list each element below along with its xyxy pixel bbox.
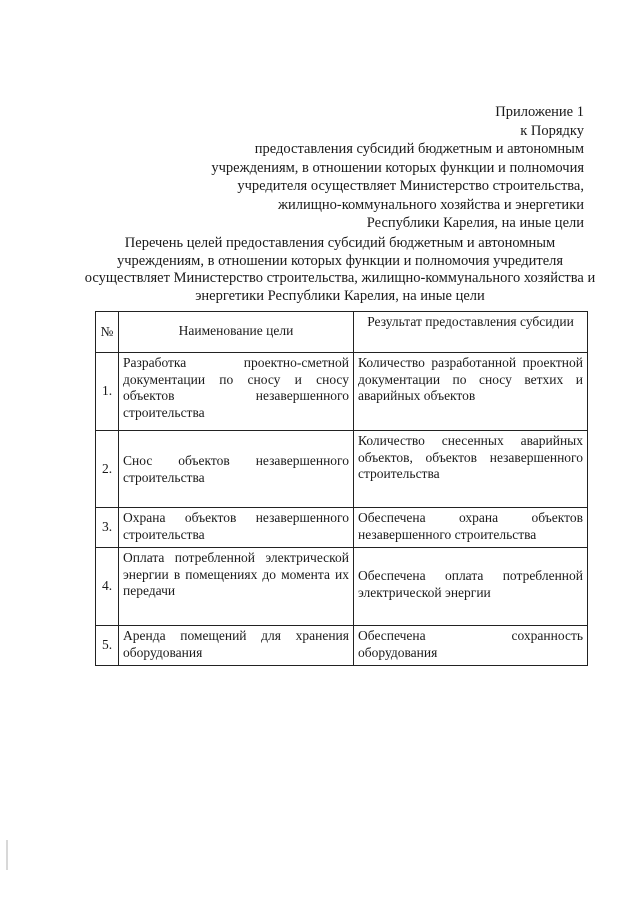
title-line: Перечень целей предоставления субсидий бюджетным и автономным xyxy=(124,235,556,251)
appendix-line: учреждениям, в отношении которых функции и полномочия xyxy=(211,159,584,176)
row-number: 2. xyxy=(96,431,119,508)
appendix-line: Приложение 1 xyxy=(495,104,584,120)
appendix-line: учредителя осуществляет Министерство строительства, xyxy=(237,178,584,194)
title-line: энергетики Республики Карелия, на иные цели xyxy=(195,287,485,304)
table-row xyxy=(96,626,588,666)
row-goal: Снос объектов незавершенного строительства xyxy=(119,431,354,508)
row-number: 5. xyxy=(96,626,119,666)
table-header-row xyxy=(96,312,588,353)
table-row xyxy=(96,508,588,548)
row-result: Обеспечена оплата потребленной электрической энергии xyxy=(354,548,588,626)
row-number: 3. xyxy=(96,508,119,548)
table-row xyxy=(96,353,588,431)
row-result: Количество разработанной проектной документации по сносу ветхих и аварийных объектов xyxy=(354,353,588,431)
title-line: учреждениям, в отношении которых функции и полномочия учредителя xyxy=(116,252,564,269)
appendix-line: жилищно-коммунального хозяйства и энергетики xyxy=(277,196,584,213)
row-goal: Оплата потребленной электрической энергии в помещениях до момента их передачи xyxy=(119,548,354,626)
appendix-line: предоставления субсидий бюджетным и автономным xyxy=(254,141,584,157)
row-number: 1. xyxy=(96,353,119,431)
scan-margin-mark xyxy=(6,840,8,870)
document-title xyxy=(80,235,600,305)
appendix-line: к Порядку xyxy=(520,122,584,139)
row-result: Количество снесенных аварийных объектов, объектов незавершенного строительства xyxy=(354,431,588,508)
title-line: осуществляет Министерство строительства, жилищно-коммунального хозяйства и xyxy=(84,270,596,286)
table-row xyxy=(96,431,588,508)
row-goal: Разработка проектно-сметной документации по сносу и сносу объектов незавершенного строительства xyxy=(119,353,354,431)
appendix-header xyxy=(164,103,584,233)
appendix-line: Республики Карелия, на иные цели xyxy=(366,215,584,231)
row-result: Обеспечена охрана объектов незавершенного строительства xyxy=(354,508,588,548)
table-row xyxy=(96,548,588,626)
goals-table xyxy=(95,311,588,666)
row-goal: Охрана объектов незавершенного строительства xyxy=(119,508,354,548)
header-number: № xyxy=(96,312,119,353)
row-goal: Аренда помещений для хранения оборудования xyxy=(119,626,354,666)
row-number: 4. xyxy=(96,548,119,626)
header-result: Результат предоставления субсидии xyxy=(354,312,588,353)
header-goal: Наименование цели xyxy=(119,312,354,353)
row-result: Обеспечена сохранность оборудования xyxy=(354,626,588,666)
